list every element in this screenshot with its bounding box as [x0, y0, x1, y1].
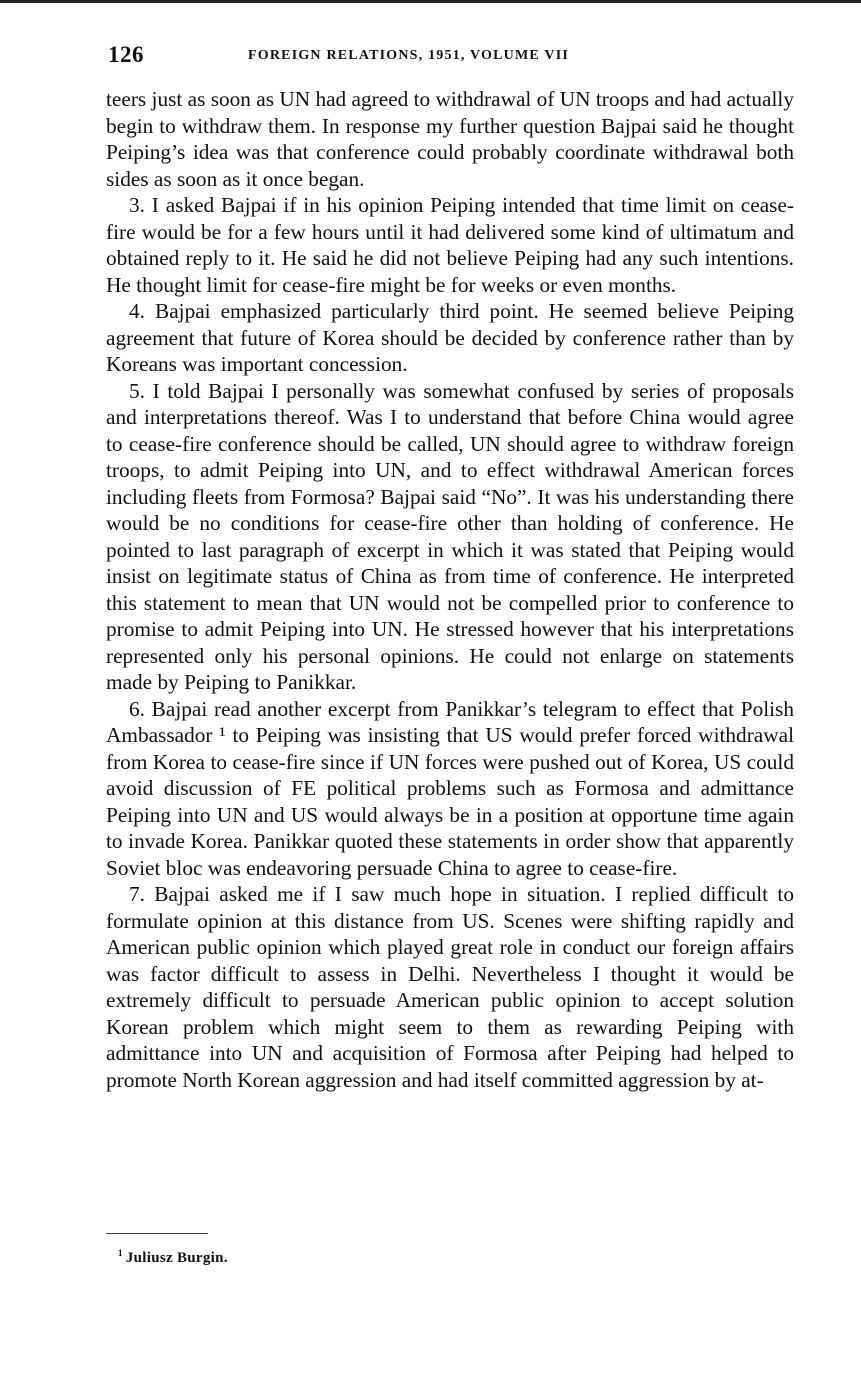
paragraph-4: 4. Bajpai emphasized particularly third point. He seemed believe Peiping agreement that future of Korea should be decided by conference rather than by Koreans was important concession. — [106, 299, 794, 376]
footnote-divider — [106, 1233, 208, 1234]
paragraph-7: 7. Bajpai asked me if I saw much hope in situation. I replied difficult to formulate opinion at this distance from US. Scenes were shifting rapidly and American public opinion which played great role in conduct our foreign affairs was factor difficult to assess in Delhi. Nevertheless I thought it would be extremely difficult to persuade American public opinion to accept solution Korean problem which might seem to them as rewarding Peiping with admittance into UN and acquisition of Formosa after Peiping had helped to promote North Korean aggression and had itself committed aggression by at- — [106, 882, 794, 1092]
running-head: FOREIGN RELATIONS, 1951, VOLUME VII — [248, 48, 569, 63]
top-border-rule — [0, 0, 861, 3]
footnote-text: Juliusz Burgin. — [125, 1250, 228, 1266]
page-number: 126 — [108, 42, 144, 67]
paragraph-5: 5. I told Bajpai I personally was somewhat confused by series of proposals and interpretations thereof. Was I to understand that before China would agree to cease-fire conference should be called, UN should agree to withdraw foreign troops, to admit Peiping into UN, and to effect withdrawal American forces including fleets from Formosa? Bajpai said “No”. It was his understanding there would be no conditions for cease-fire other than holding of conference. He pointed to last paragraph of excerpt in which it was stated that Peiping would insist on legitimate status of China as from time of conference. He interpreted this statement to mean that UN would not be compelled prior to conference to promise to admit Peiping into UN. He stressed however that his interpretations represented only his personal opinions. He could not enlarge on statements made by Peiping to Panikkar. — [106, 378, 794, 694]
footnote — [118, 1248, 228, 1267]
paragraph-continuation: teers just as soon as UN had agreed to withdrawal of UN troops and had actually begin to withdraw them. In response my further question Bajpai said he thought Peiping’s idea was that conference could probably coordinate withdrawal both sides as soon as it once began. — [106, 87, 794, 191]
paragraph-3: 3. I asked Bajpai if in his opinion Peiping intended that time limit on cease-fire would be for a few hours until it had delivered some kind of ultimatum and obtained reply to it. He said he did not believe Peiping had any such intentions. He thought limit for cease-fire might be for weeks or even months. — [106, 193, 794, 297]
body-text — [106, 86, 794, 1093]
page-header — [108, 42, 794, 72]
footnote-marker: 1 — [118, 1248, 123, 1258]
paragraph-6: 6. Bajpai read another excerpt from Panikkar’s telegram to effect that Polish Ambassador ¹ to Peiping was insisting that US would prefer forced withdrawal from Korea to cease-fire since if UN forces were pushed out of Korea, US could avoid discussion of FE political problems such as Formosa and admittance Peiping into UN and US would always be in a position at opportune time again to invade Korea. Panikkar quoted these statements in order show that apparently Soviet bloc was endeavoring persuade China to agree to cease-fire. — [106, 696, 794, 880]
